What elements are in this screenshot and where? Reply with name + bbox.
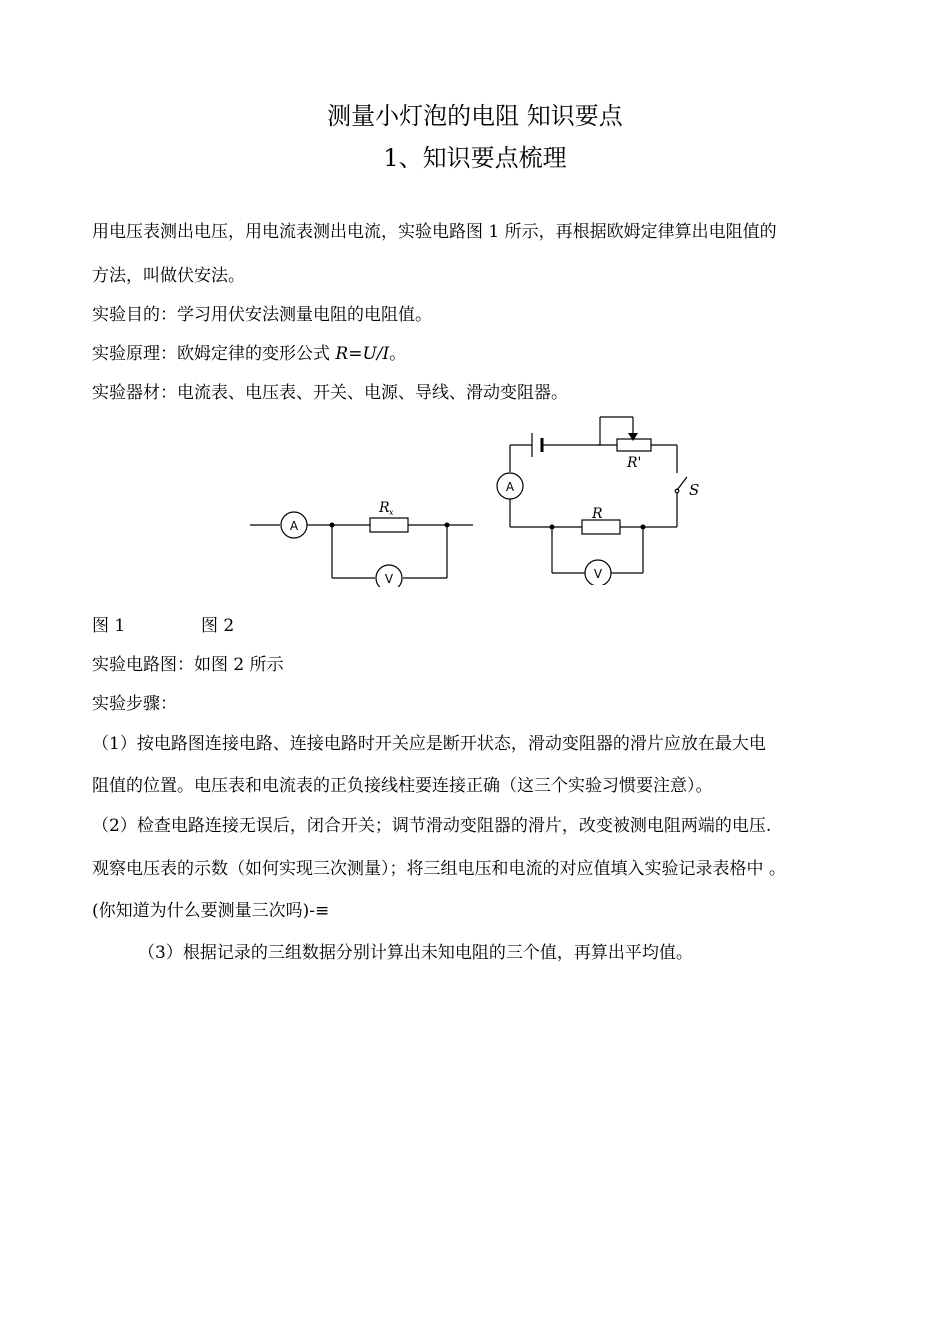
resistor-symbol (582, 520, 620, 534)
document-title: 测量小灯泡的电阻 知识要点 (327, 102, 623, 130)
voltmeter-label: V (384, 572, 394, 586)
principle-formula: R=U/I (335, 344, 390, 364)
ammeter-label: A (505, 480, 515, 494)
step-2-line-3: (你知道为什么要测量三次吗)-≡ (92, 901, 330, 921)
step-2-line-1: （2）检查电路连接无误后，闭合开关；调节滑动变阻器的滑片，改变被测电阻两端的电压. (92, 816, 772, 836)
step-2-line-2: 观察电压表的示数（如何实现三次测量）；将三组电压和电流的对应值填入实验记录表格中 。 (92, 859, 786, 879)
principle-prefix: 实验原理：欧姆定律的变形公式 (92, 344, 336, 364)
step-1-line-1: （1）按电路图连接电路、连接电路时开关应是断开状态，滑动变阻器的滑片应放在最大电 (92, 734, 766, 754)
ammeter-label: A (289, 519, 299, 533)
figure-2-circuit (490, 415, 720, 585)
purpose-line: 实验目的：学习用伏安法测量电阻的电阻值。 (92, 305, 432, 325)
switch-contact (675, 489, 679, 493)
junction-dot (330, 523, 335, 528)
figure-1-caption: 图 1 (92, 616, 126, 636)
rheostat-label: R' (627, 455, 642, 471)
principle-line (92, 339, 406, 364)
switch-label: S (689, 481, 700, 499)
resistor-symbol (370, 518, 408, 532)
junction-dot (550, 525, 555, 530)
junction-dot (445, 523, 450, 528)
equipment-line: 实验器材：电流表、电压表、开关、电源、导线、滑动变阻器。 (92, 383, 568, 403)
circuit-diagram-line: 实验电路图：如图 2 所示 (92, 655, 284, 675)
junction-dot (641, 525, 646, 530)
switch-blade (677, 477, 687, 490)
step-1-line-2: 阻值的位置。电压表和电流表的正负接线柱要连接正确（这三个实验习惯要注意）。 (92, 776, 713, 796)
intro-line-2: 方法，叫做伏安法。 (92, 266, 245, 286)
resistor-subscript: x (389, 508, 394, 517)
principle-suffix: 。 (389, 344, 407, 364)
voltmeter-label: V (593, 567, 603, 581)
figure-2-caption: 图 2 (201, 616, 235, 636)
step-3-line: （3）根据记录的三组数据分别计算出未知电阻的三个值，再算出平均值。 (138, 943, 693, 963)
intro-line-1: 用电压表测出电压，用电流表测出电流，实验电路图 1 所示，再根据欧姆定律算出电阻值的 (92, 222, 777, 242)
section-heading: 1、知识要点梳理 (383, 144, 567, 172)
resistor-label: R (379, 500, 390, 516)
steps-title: 实验步骤： (92, 694, 177, 714)
resistor-label: R (592, 506, 603, 522)
figure-1-circuit (245, 495, 480, 587)
rheostat-symbol (617, 439, 651, 451)
